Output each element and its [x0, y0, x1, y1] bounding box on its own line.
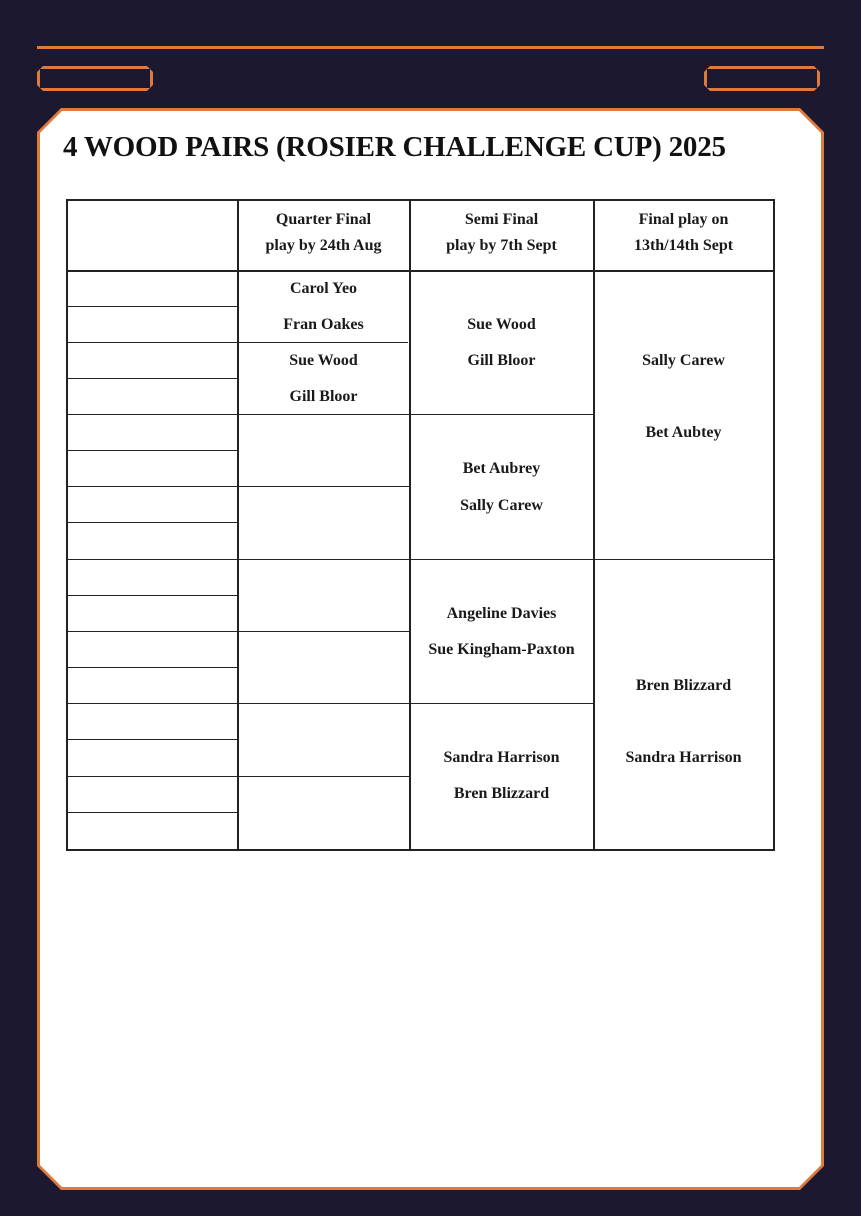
entry-line	[66, 486, 239, 487]
right-decorative-tab	[704, 66, 820, 91]
header-quarter-final-line2: play by 24th Aug	[265, 237, 382, 254]
entry-line	[66, 595, 239, 596]
top-rule	[37, 46, 824, 49]
left-decorative-tab	[37, 66, 153, 91]
header-final-line2: 13th/14th Sept	[633, 237, 734, 254]
quarter-line	[237, 342, 408, 343]
semi-pair-4-player-2: Bren Blizzard	[453, 785, 550, 802]
entry-line	[66, 739, 239, 740]
bracket-border-top	[66, 199, 775, 201]
entry-line	[66, 703, 239, 704]
quarter-line	[237, 414, 410, 415]
entry-line	[66, 522, 239, 523]
entry-line	[66, 414, 239, 415]
semi-line	[409, 703, 595, 704]
entry-line	[66, 306, 239, 307]
semi-pair-1-player-1: Sue Wood	[467, 316, 536, 333]
quarter-line	[237, 703, 410, 704]
header-quarter-final-line1: Quarter Final	[275, 211, 372, 228]
semi-pair-4-player-1: Sandra Harrison	[443, 749, 560, 766]
quarter-pair-2-player-2: Gill Bloor	[289, 388, 358, 405]
bracket-border-bottom	[66, 849, 775, 851]
tournament-bracket	[66, 199, 775, 851]
semi-line	[409, 559, 595, 560]
quarter-pair-1-player-1: Carol Yeo	[289, 280, 358, 297]
entry-line	[66, 667, 239, 668]
semi-pair-2-player-1: Bet Aubrey	[462, 460, 541, 477]
quarter-line	[237, 776, 410, 777]
entry-line	[66, 559, 239, 560]
quarter-line	[237, 631, 410, 632]
header-divider	[66, 270, 775, 272]
bracket-border-left	[66, 199, 68, 851]
semi-pair-3-player-2: Sue Kingham-Paxton	[428, 641, 575, 658]
quarter-pair-2-player-1: Sue Wood	[289, 352, 358, 369]
entry-line	[66, 776, 239, 777]
bracket-border-right	[773, 199, 775, 851]
semi-line	[409, 414, 595, 415]
semi-pair-1-player-2: Gill Bloor	[467, 352, 536, 369]
final-line	[593, 559, 775, 560]
quarter-pair-1-player-2: Fran Oakes	[283, 316, 364, 333]
header-semi-final-line2: play by 7th Sept	[446, 237, 557, 254]
semi-pair-3-player-1: Angeline Davies	[446, 605, 557, 622]
final-pair-2-player-1: Bren Blizzard	[635, 677, 732, 694]
header-final	[594, 207, 773, 259]
header-quarter-final	[238, 207, 409, 259]
entry-line	[66, 450, 239, 451]
semi-pair-2-player-2: Sally Carew	[460, 497, 543, 514]
final-pair-1-player-1: Sally Carew	[642, 352, 725, 369]
entry-line	[66, 342, 239, 343]
entry-line	[66, 378, 239, 379]
header-final-line1: Final play on	[638, 211, 729, 228]
quarter-line	[237, 559, 410, 560]
header-semi-final-line1: Semi Final	[464, 211, 539, 228]
page-title: 4 WOOD PAIRS (ROSIER CHALLENGE CUP) 2025	[63, 131, 726, 163]
entry-line	[66, 812, 239, 813]
header-semi-final	[410, 207, 593, 259]
final-pair-1-player-2: Bet Aubtey	[645, 424, 722, 441]
final-pair-2-player-2: Sandra Harrison	[625, 749, 742, 766]
entry-line	[66, 631, 239, 632]
quarter-line	[237, 486, 410, 487]
